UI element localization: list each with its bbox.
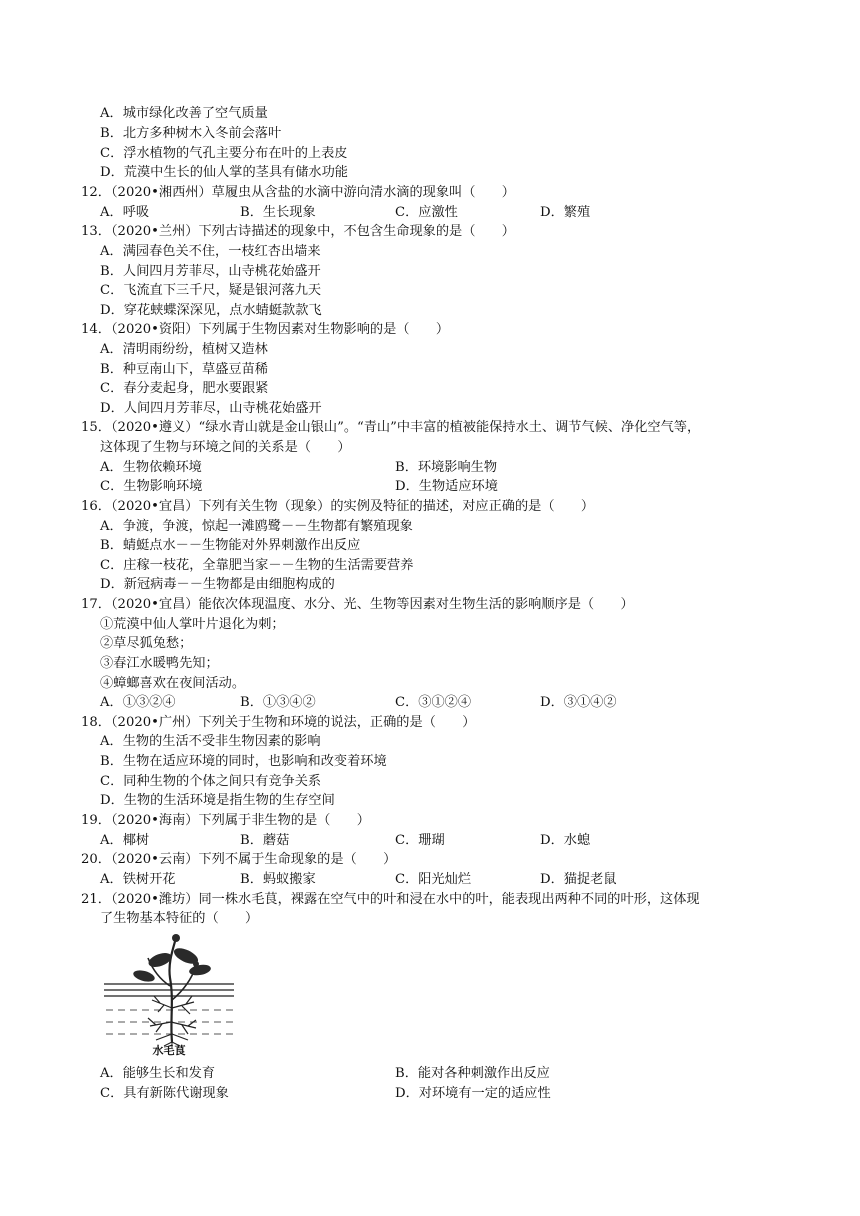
q11-option-d: D．荒漠中生长的仙人掌的茎具有储水功能 [100, 165, 348, 180]
plant-illustration [100, 930, 238, 1060]
q21-stem-line1: 21．（2020•潍坊）同一株水毛茛，裸露在空气中的叶和浸在水中的叶，能表现出两种不同的叶形，这体现 [81, 892, 700, 907]
q18-option-c: C．同种生物的个体之间只有竞争关系 [100, 774, 322, 789]
q17-option-a: A．①③②④ [100, 695, 176, 710]
water-buttercup-figure [100, 930, 238, 1060]
q15-option-b: B．环境影响生物 [395, 460, 498, 475]
q20-option-b: B．蚂蚁搬家 [240, 872, 316, 887]
q17-option-d: D．③①④② [540, 695, 617, 710]
q18-stem: 18．（2020•广州）下列关于生物和环境的说法，正确的是（ ） [81, 715, 476, 730]
q15-option-d: D．生物适应环境 [395, 479, 498, 494]
q18-option-d: D．生物的生活环境是指生物的生存空间 [100, 793, 335, 808]
q21-option-a: A．能够生长和发育 [100, 1066, 216, 1081]
q12-option-a: A．呼吸 [100, 205, 150, 220]
q15-stem-line2: 这体现了生物与环境之间的关系是（ ） [100, 440, 351, 455]
q12-option-d: D．繁殖 [540, 205, 591, 220]
q17-option-b: B．①③④② [240, 695, 316, 710]
q13-option-a: A．满园春色关不住，一枝红杏出墙来 [100, 244, 321, 259]
q11-option-b: B．北方多种树木入冬前会落叶 [100, 126, 282, 141]
q14-option-d: D．人间四月芳菲尽，山寺桃花始盛开 [100, 401, 322, 416]
q16-stem: 16．（2020•宜昌）下列有关生物（现象）的实例及特征的描述，对应正确的是（ ） [81, 499, 595, 514]
q16-option-d: D．新冠病毒－－生物都是由细胞构成的 [100, 577, 335, 592]
q21-option-c: C．具有新陈代谢现象 [100, 1086, 229, 1101]
q18-option-a: A．生物的生活不受非生物因素的影响 [100, 734, 321, 749]
q21-option-d: D．对环境有一定的适应性 [395, 1086, 551, 1101]
q17-item-1: ①荒漠中仙人掌叶片退化为刺； [100, 617, 285, 632]
q16-option-c: C．庄稼一枝花，全靠肥当家－－生物的生活需要营养 [100, 558, 414, 573]
q13-stem: 13．（2020•兰州）下列古诗描述的现象中，不包含生命现象的是（ ） [81, 224, 515, 239]
q17-item-4: ④蟑螂喜欢在夜间活动。 [100, 676, 246, 691]
q21-stem-line2: 了生物基本特征的（ ） [100, 911, 259, 926]
q14-stem: 14．（2020•资阳）下列属于生物因素对生物影响的是（ ） [81, 322, 450, 337]
q19-stem: 19．（2020•海南）下列属于非生物的是（ ） [81, 813, 370, 828]
q12-stem: 12．（2020•湘西州）草履虫从含盐的水滴中游向清水滴的现象叫（ ） [81, 185, 515, 200]
q16-option-b: B．蜻蜓点水－－生物能对外界刺激作出反应 [100, 538, 361, 553]
q15-option-a: A．生物依赖环境 [100, 460, 202, 475]
q17-stem: 17．（2020•宜昌）能依次体现温度、水分、光、生物等因素对生物生活的影响顺序是（ ） [81, 597, 634, 612]
q12-option-b: B．生长现象 [240, 205, 316, 220]
q17-item-2: ②草尽狐兔愁； [100, 636, 193, 651]
q13-option-c: C．飞流直下三千尺，疑是银河落九天 [100, 283, 322, 298]
q11-option-c: C．浮水植物的气孔主要分布在叶的上表皮 [100, 146, 348, 161]
q15-option-c: C．生物影响环境 [100, 479, 203, 494]
q13-option-b: B．人间四月芳菲尽，山寺桃花始盛开 [100, 264, 321, 279]
q20-option-a: A．铁树开花 [100, 872, 176, 887]
q11-option-a: A．城市绿化改善了空气质量 [100, 106, 268, 121]
figure-label: 水毛茛 [152, 1044, 186, 1057]
q21-option-b: B．能对各种刺激作出反应 [395, 1066, 550, 1081]
q14-option-c: C．春分麦起身，肥水要跟紧 [100, 381, 269, 396]
q17-option-c: C．③①②④ [395, 695, 472, 710]
q12-option-c: C．应激性 [395, 205, 458, 220]
q17-item-3: ③春江水暖鸭先知； [100, 656, 219, 671]
q20-stem: 20．（2020•云南）下列不属于生命现象的是（ ） [81, 852, 397, 867]
q20-option-c: C．阳光灿烂 [395, 872, 472, 887]
q19-option-b: B．蘑菇 [240, 833, 290, 848]
q15-stem-line1: 15．（2020•遵义）“绿水青山就是金山银山”。“青山”中丰富的植被能保持水土、调节气候、净化空气等， [81, 420, 701, 435]
q13-option-d: D．穿花蛱蝶深深见，点水蜻蜓款款飞 [100, 303, 322, 318]
q19-option-d: D．水螅 [540, 833, 591, 848]
q18-option-b: B．生物在适应环境的同时，也影响和改变着环境 [100, 754, 387, 769]
q20-option-d: D．猫捉老鼠 [540, 872, 617, 887]
q16-option-a: A．争渡，争渡，惊起一滩鸥鹭－－生物都有繁殖现象 [100, 519, 413, 534]
q19-option-a: A．椰树 [100, 833, 150, 848]
q14-option-b: B．种豆南山下，草盛豆苗稀 [100, 362, 268, 377]
q19-option-c: C．珊瑚 [395, 833, 445, 848]
q14-option-a: A．清明雨纷纷，植树又造林 [100, 342, 268, 357]
